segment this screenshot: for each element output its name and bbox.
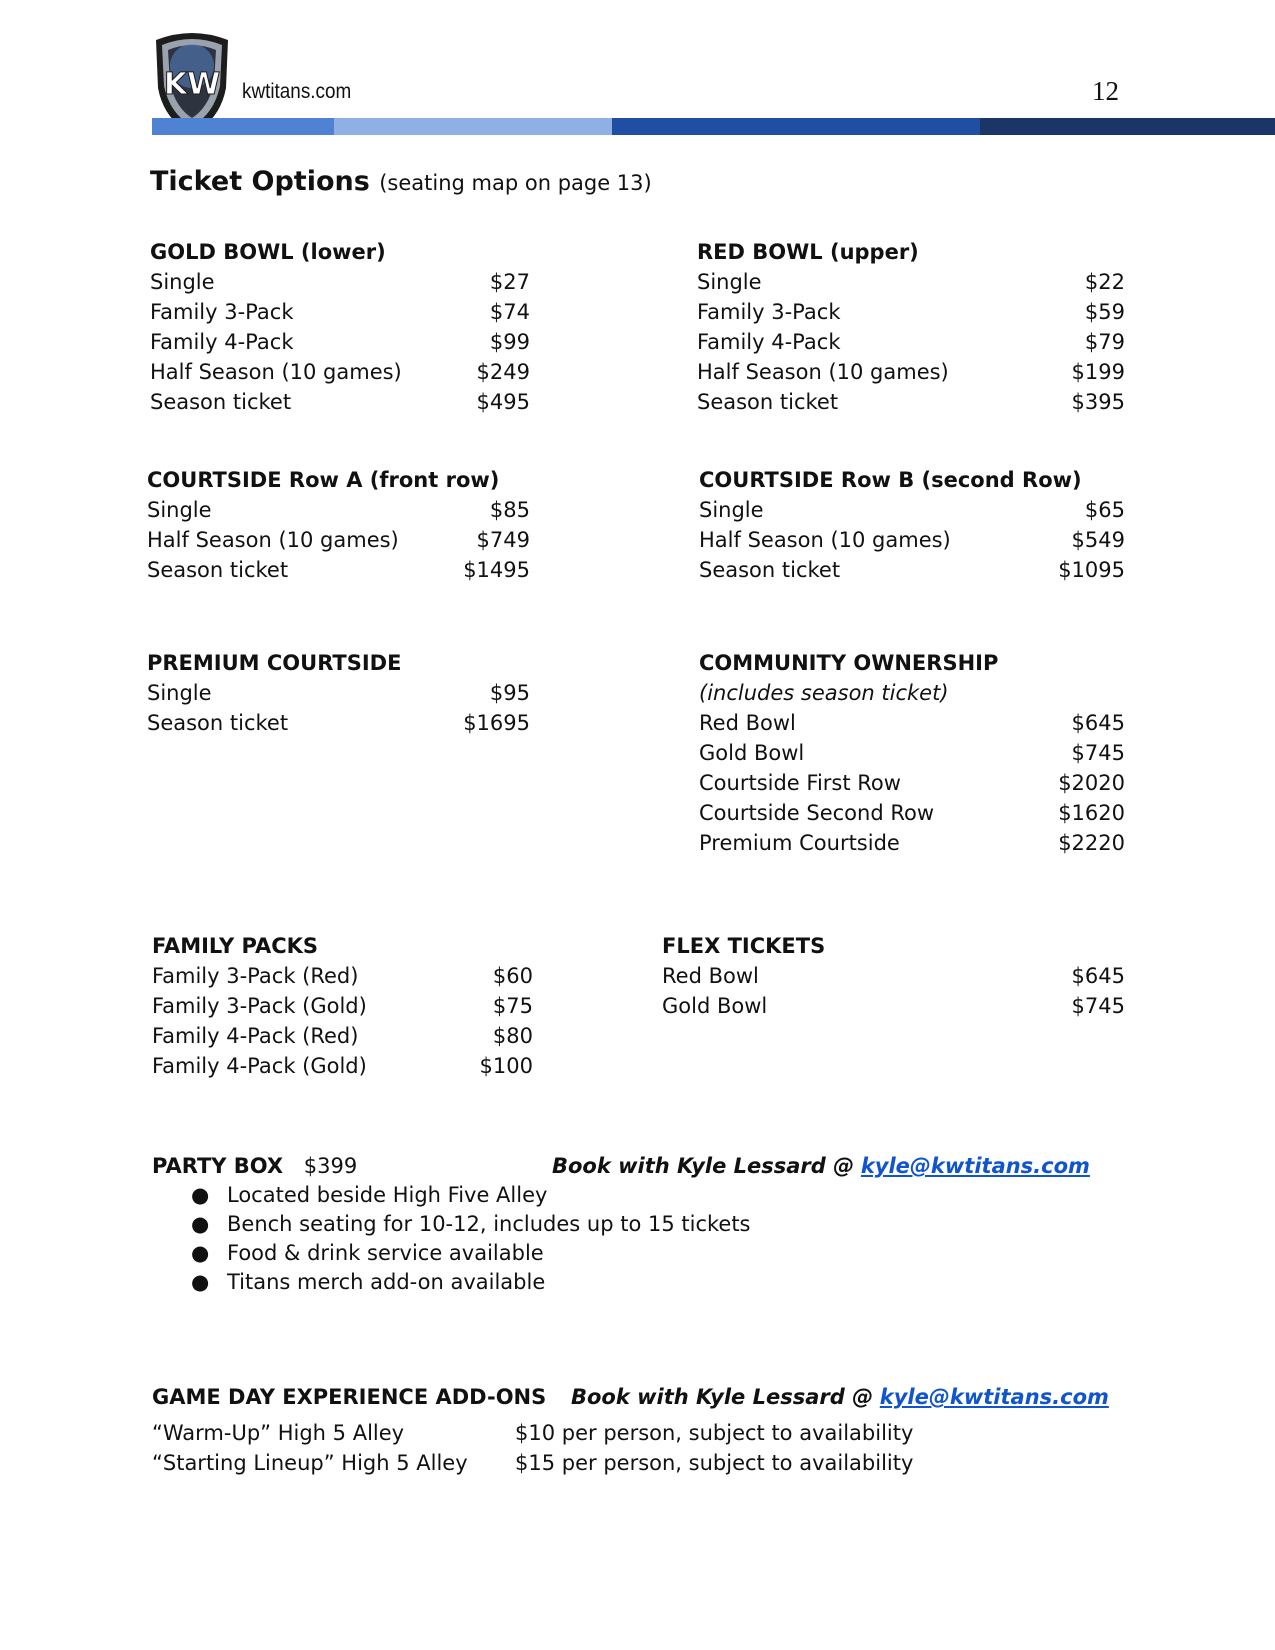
row-label: Half Season (10 games) xyxy=(150,360,402,384)
page-number: 12 xyxy=(1092,76,1119,106)
row-label: Family 3-Pack (Red) xyxy=(152,964,359,988)
price-row xyxy=(150,327,530,357)
price-row xyxy=(147,495,530,525)
section-heading: PARTY BOX xyxy=(152,1154,284,1178)
row-price: $1620 xyxy=(1058,801,1125,825)
header-bar-segment-1 xyxy=(152,118,334,135)
list-item xyxy=(152,1268,1152,1297)
title-main: Ticket Options xyxy=(150,166,370,197)
row-price: $85 xyxy=(489,498,530,522)
game-day-addons-section xyxy=(152,1382,1109,1478)
row-price: $80 xyxy=(492,1024,533,1048)
party-box-price: $399 xyxy=(303,1154,358,1178)
booking-contact xyxy=(571,1385,1109,1409)
row-label: Half Season (10 games) xyxy=(697,360,949,384)
red-bowl-section xyxy=(697,237,1125,417)
price-row xyxy=(697,297,1125,327)
price-row xyxy=(150,297,530,327)
row-label: Season ticket xyxy=(699,558,841,582)
booking-email-link[interactable]: kyle@kwtitans.com xyxy=(860,1154,1090,1178)
row-label: Family 4-Pack xyxy=(150,330,294,354)
price-row xyxy=(152,961,533,991)
row-label: Family 3-Pack xyxy=(697,300,841,324)
bullet-icon: ● xyxy=(191,1183,210,1207)
section-heading: FAMILY PACKS xyxy=(152,934,319,958)
row-label: Single xyxy=(150,270,215,294)
price-row xyxy=(147,678,530,708)
price-row xyxy=(152,991,533,1021)
title-sub: (seating map on page 13) xyxy=(379,171,652,195)
row-label: Family 4-Pack (Gold) xyxy=(152,1054,367,1078)
bullet-icon: ● xyxy=(191,1212,210,1236)
price-row xyxy=(150,357,530,387)
row-price: $549 xyxy=(1071,528,1125,552)
price-row xyxy=(699,768,1125,798)
game-day-header xyxy=(152,1382,1109,1412)
row-price: $10 per person, subject to availability xyxy=(515,1421,914,1445)
price-row xyxy=(662,991,1125,1021)
section-heading: PREMIUM COURTSIDE xyxy=(147,651,402,675)
price-row xyxy=(147,525,530,555)
bullet-icon: ● xyxy=(191,1270,210,1294)
bullet-icon: ● xyxy=(191,1241,210,1265)
price-row xyxy=(697,357,1125,387)
booking-text: Book with Kyle Lessard @ xyxy=(552,1154,855,1178)
price-row xyxy=(699,738,1125,768)
row-price: $495 xyxy=(476,390,530,414)
price-row xyxy=(147,708,530,738)
price-row xyxy=(152,1051,533,1081)
section-heading: GAME DAY EXPERIENCE ADD-ONS xyxy=(152,1385,547,1409)
section-heading: COURTSIDE Row B (second Row) xyxy=(699,468,1082,492)
row-price: $75 xyxy=(492,994,533,1018)
price-row xyxy=(699,708,1125,738)
row-label: Red Bowl xyxy=(662,964,759,988)
list-item xyxy=(152,1181,1152,1210)
row-price: $645 xyxy=(1071,711,1125,735)
list-item-text: Located beside High Five Alley xyxy=(227,1183,548,1207)
row-label: Premium Courtside xyxy=(699,831,900,855)
price-row xyxy=(699,495,1125,525)
row-label: “Starting Lineup” High 5 Alley xyxy=(152,1451,468,1475)
row-price: $95 xyxy=(489,681,530,705)
row-label: Gold Bowl xyxy=(662,994,768,1018)
row-label: Courtside First Row xyxy=(699,771,901,795)
addon-row xyxy=(152,1448,1109,1478)
section-heading: RED BOWL (upper) xyxy=(697,240,919,264)
row-price: $249 xyxy=(476,360,530,384)
price-row xyxy=(699,555,1125,585)
price-row xyxy=(147,555,530,585)
section-heading: FLEX TICKETS xyxy=(662,934,826,958)
row-price: $27 xyxy=(489,270,530,294)
row-label: Single xyxy=(699,498,764,522)
addon-row xyxy=(152,1418,1109,1448)
header-bar-segment-4 xyxy=(980,118,1275,135)
party-box-features xyxy=(152,1181,1152,1297)
row-label: Family 3-Pack (Gold) xyxy=(152,994,367,1018)
flex-tickets-section xyxy=(662,931,1125,1021)
row-price: $745 xyxy=(1071,994,1125,1018)
row-label: Red Bowl xyxy=(699,711,796,735)
row-price: $74 xyxy=(489,300,530,324)
row-price: $79 xyxy=(1084,330,1125,354)
row-label: Single xyxy=(147,498,212,522)
site-url[interactable]: kwtitans.com xyxy=(242,80,352,103)
row-label: Half Season (10 games) xyxy=(147,528,399,552)
list-item-text: Titans merch add-on available xyxy=(227,1270,546,1294)
page-title xyxy=(150,166,652,197)
section-heading: COURTSIDE Row A (front row) xyxy=(147,468,500,492)
section-note: (includes season ticket) xyxy=(699,681,949,705)
row-price: $749 xyxy=(476,528,530,552)
header-bar-segment-2 xyxy=(334,118,612,135)
price-row xyxy=(699,828,1125,858)
row-label: Courtside Second Row xyxy=(699,801,935,825)
section-heading: GOLD BOWL (lower) xyxy=(150,240,386,264)
price-row xyxy=(662,961,1125,991)
booking-contact xyxy=(552,1152,1090,1181)
row-price: $745 xyxy=(1071,741,1125,765)
row-label: Family 4-Pack (Red) xyxy=(152,1024,359,1048)
premium-courtside-section xyxy=(147,648,530,738)
svg-text:KW: KW xyxy=(163,67,221,102)
price-row xyxy=(697,267,1125,297)
row-price: $199 xyxy=(1071,360,1125,384)
list-item xyxy=(152,1239,1152,1268)
row-label: Half Season (10 games) xyxy=(699,528,951,552)
price-row xyxy=(697,327,1125,357)
row-price: $1695 xyxy=(463,711,530,735)
list-item xyxy=(152,1210,1152,1239)
courtside-row-a-section xyxy=(147,465,530,585)
courtside-row-b-section xyxy=(699,465,1125,585)
row-price: $100 xyxy=(479,1054,533,1078)
list-item-text: Bench seating for 10-12, includes up to 15 tickets xyxy=(227,1212,751,1236)
row-price: $1495 xyxy=(463,558,530,582)
row-label: Gold Bowl xyxy=(699,741,805,765)
row-price: $395 xyxy=(1071,390,1125,414)
row-label: “Warm-Up” High 5 Alley xyxy=(152,1421,405,1445)
row-label: Season ticket xyxy=(150,390,292,414)
list-item-text: Food & drink service available xyxy=(227,1241,544,1265)
price-row xyxy=(699,525,1125,555)
row-price: $99 xyxy=(489,330,530,354)
row-label: Single xyxy=(697,270,762,294)
booking-email-link[interactable]: kyle@kwtitans.com xyxy=(879,1385,1109,1409)
row-label: Season ticket xyxy=(147,711,289,735)
header-bar-segment-3 xyxy=(612,118,980,135)
community-ownership-section xyxy=(699,648,1125,858)
section-heading: COMMUNITY OWNERSHIP xyxy=(699,651,999,675)
row-price: $645 xyxy=(1071,964,1125,988)
row-label: Family 3-Pack xyxy=(150,300,294,324)
row-price: $59 xyxy=(1084,300,1125,324)
row-label: Season ticket xyxy=(697,390,839,414)
gold-bowl-section xyxy=(150,237,530,417)
row-label: Season ticket xyxy=(147,558,289,582)
price-row xyxy=(152,1021,533,1051)
party-box-section xyxy=(152,1152,1152,1297)
price-row xyxy=(150,267,530,297)
row-price: $65 xyxy=(1084,498,1125,522)
price-row xyxy=(699,798,1125,828)
row-price: $15 per person, subject to availability xyxy=(515,1451,914,1475)
price-row xyxy=(697,387,1125,417)
row-price: $60 xyxy=(492,964,533,988)
row-label: Family 4-Pack xyxy=(697,330,841,354)
row-label: Single xyxy=(147,681,212,705)
row-price: $2220 xyxy=(1058,831,1125,855)
booking-text: Book with Kyle Lessard @ xyxy=(570,1385,874,1409)
party-box-header xyxy=(152,1152,1152,1181)
row-price: $22 xyxy=(1084,270,1125,294)
row-price: $2020 xyxy=(1058,771,1125,795)
row-price: $1095 xyxy=(1058,558,1125,582)
price-row xyxy=(150,387,530,417)
family-packs-section xyxy=(152,931,533,1081)
